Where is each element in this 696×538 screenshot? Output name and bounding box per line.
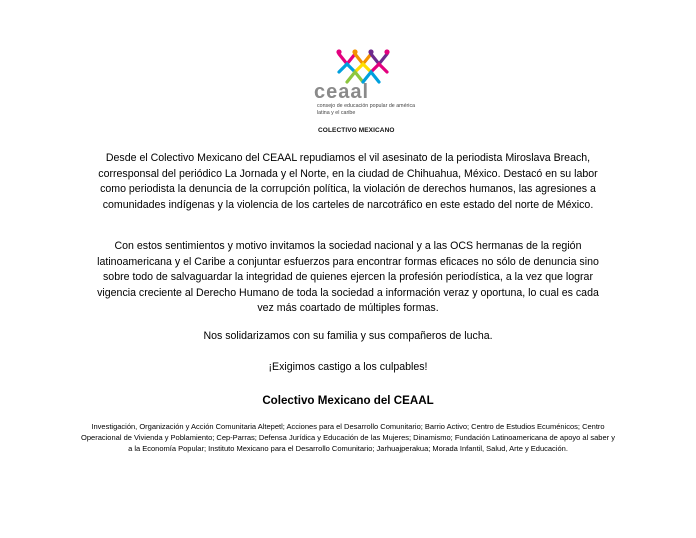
collective-heading: COLECTIVO MEXICANO [318,127,395,134]
paragraph-invitacion: Con estos sentimientos y motivo invitamos la sociedad nacional y a las OCS hermanas de la región latinoamericana y el Caribe a conjuntar esfuerzos para encontrar formas eficaces no sólo de denuncia sino sobre todo de salvaguardar la integridad de quienes ejercen la profesión periodística, a la vez que lograr vigencia creciente al Derecho Humano de toda la sociedad a información veraz y oportuna, lo cual es cada vez más coartado de múltiples formas. [97,240,599,314]
signature: Colectivo Mexicano del CEAAL [262,394,434,407]
member-organizations: Investigación, Organización y Acción Comunitaria Altepetl; Acciones para el Desarrollo Comunitario; Barrio Activo; Centro de Estudios Ecuménicos; Centro Operacional de Vivienda y Poblamiento; Cep-Parras; Defensa Jurídica y Educación de las Mujeres; Dinamismo; Fundación Latinoamericana de apoyo al saber y a la Economía Popular; Instituto Mexicano para el Desarrollo Comunitario; Jarhuajperakua; Morada Infantil, Salud, Arte y Educación. [81,422,615,453]
paragraph-denuncia: Desde el Colectivo Mexicano del CEAAL repudiamos el vil asesinato de la periodista Miroslava Breach, corresponsal del periódico La Jornada y el Norte, en la ciudad de Chihuahua, México. Destacó en su labor como periodista la denuncia de la corrupción política, la violación de derechos humanos, las agresiones a comunidades indígenas y la violencia de los carteles de narcotráfico en este estado del norte de México. [98,152,598,211]
paragraph-solidaridad: Nos solidarizamos con su familia y sus compañeros de lucha. [203,330,493,342]
logo-tagline: consejo de educación popular de américa latina y el caribe [317,103,416,116]
paragraph-exigencia: ¡Exigimos castigo a los culpables! [268,361,428,373]
logo-wordmark: ceaal [314,81,370,103]
